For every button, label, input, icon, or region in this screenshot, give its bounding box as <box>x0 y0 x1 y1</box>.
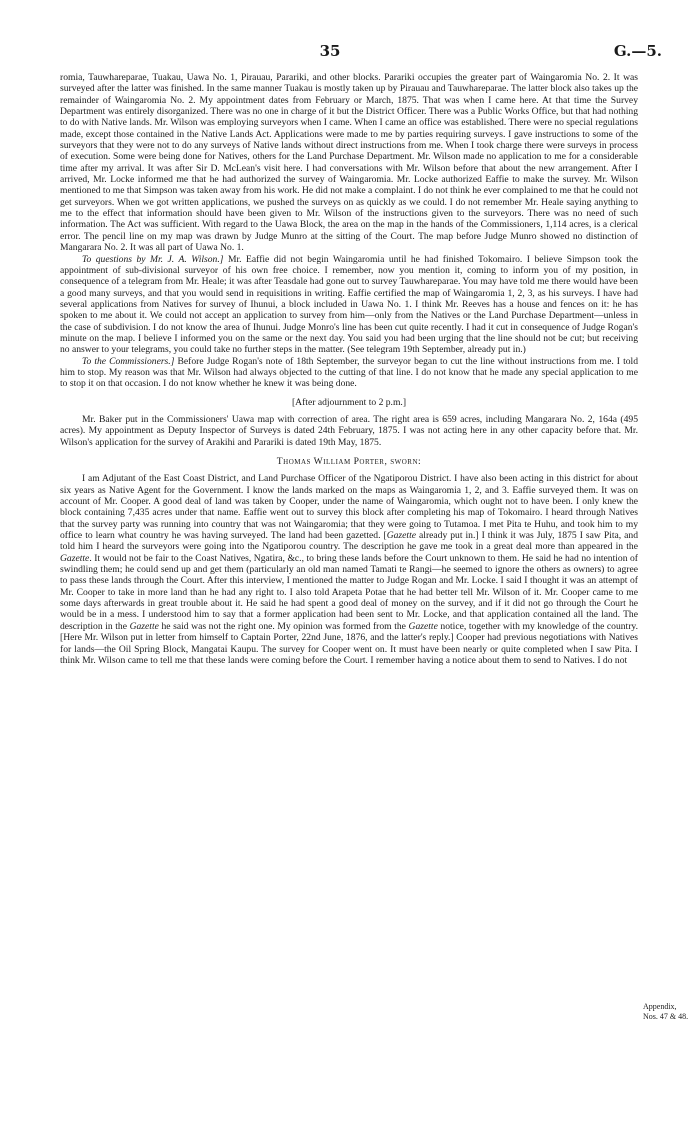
adjournment-note: [After adjournment to 2 p.m.] <box>291 396 407 408</box>
gazette-ref-1: Gazette <box>386 530 417 542</box>
questions-label: To questions by Mr. J. A. Wilson.] <box>82 253 224 265</box>
margin-note-line2: Nos. 47 & 48. <box>643 1012 689 1021</box>
margin-note <box>643 1002 699 1022</box>
porter-text-e: notice, together with my knowledge of the country. [Here Mr. Wilson put in letter from himself to Captain Porter, 22nd June, 1876, and the latter's reply.] Cooper had previous negotiations with Natives for lands—the Oil Spring Block, Mangatai Kaupu. The survey for Cooper went on. It must have been nearly or quite completed when I saw Pita. I think Mr. Wilson came to tell me that these lands were coming before the Court. I remember having a notice about them to send to Natives. I do not <box>60 620 638 666</box>
gazette-ref-2: Gazette <box>60 552 90 564</box>
page-number: 35 <box>319 42 341 60</box>
commissioners-text: Before Judge Rogan's note of 18th September, the surveyor began to cut the line without instructions from me. I told him to stop. My reason was that Mr. Wilson had always objected to the cutting of that line. I do not know that he made any special application to me to stop it on that occasion. I do not know whether he knew it was being done. <box>60 355 638 390</box>
porter-text-c: . It would not be fair to the Coast Natives, Ngatira, &c., to bring these lands before the Court unknown to them. He said he had no intention of swindling them; he could send up and get them (particularly an old man named Tamati te Rangi—he seemed to ignore the others as owners) to agree to pass these lands through the Court. After this interview, I mentioned the matter to Judge Rogan and Mr. Locke. I said I thought it was an attempt of Mr. Cooper to take in more land than he had any right to. I also told Arapeta Potae that he had better tell Mr. Wilson of it. Mr. Cooper came to me some days afterwards in great trouble about it. He said he had spent a good deal of money on the survey, and if it did not go through the Court he would be in a mess. I understood him to say that a former application had been sent to Mr. Locke, and that application contained all the land. The description in the <box>60 552 638 632</box>
paragraph-porter-testimony <box>60 473 638 666</box>
porter-text-d: he said was not the right one. My opinion was formed from the <box>158 620 409 632</box>
porter-text-a: I am Adjutant of the East Coast District, and Land Purchase Officer of the Ngatiporou District. I have also been acting in this district for about six years as Native Agent for the Government. I know the lands marked on the maps as Waingaromia 1, 2, and 3. Eaffie surveyed them. It was on account of Mr. Cooper. A good deal of land was taken by Cooper, under the name of Waingaromia, which ought not to have been. I only knew the block containing 7,435 acres under that name. Eaffie went out to survey this block after completing his map of Tokomairo. I heard through Natives that the survey party was running into country that was not Waingaromia; that they were going to Tutamoa. I met Pita te Huhu, and took him to my office to learn what country he was having surveyed. The land had been gazetted. [ <box>60 473 638 542</box>
questions-text: Mr. Eaffie did not begin Waingaromia until he had finished Tokomairo. I believe Simpson took the appointment of sub-divisional surveyor of his own free choice. I remember, now you mention it, coming to inform you of my position, in consequence of a telegram from Mr. Heale; it was after Teasdale had gone out to survey Tauwhareparae. You may have told me there would have been a good many surveys, and that you would send in requisitions in writing. Eaffie certified the map of Waingaromia 1, 2, 3, as his surveys. I have had several applications from Natives for survey of Ihunui, a block included in Uawa No. 1. I think Mr. Reeves has a house and fences on it: he has spoken to me about it. We could not accept an application to survey from him—only from the Natives or the Land Purchase Department—unless in the case of subdivision. I do not know the area of Ihunui. Judge Monro's line has been cut quite recently. I had it cut in consequence of Judge Rogan's minute on the map. I believe I informed you on the same or the next day. You said you had been urging that the line should not be cut; but receiving no answer to your telegrams, you could take no further steps in the matter. (See telegram 19th September, already put in.) <box>60 253 638 356</box>
gazette-ref-3: Gazette <box>129 620 159 632</box>
page-header <box>0 42 700 62</box>
witness-heading: Thomas William Porter, sworn: <box>276 456 422 467</box>
body-text <box>60 72 638 666</box>
porter-text-b: already put in.] I think it was July, 1875 I saw Pita, and told him I heard the surveyors were going into the Ngatiporou country. The description he gave me took in a great deal more than appeared in the <box>60 530 638 553</box>
margin-note-line1: Appendix, <box>643 1002 677 1011</box>
gazette-ref-4: Gazette <box>408 620 438 632</box>
paragraph-commissioners <box>60 356 638 390</box>
commissioners-label: To the Commissioners.] <box>82 355 175 367</box>
paragraph-continuation: romia, Tauwhareparae, Tuakau, Uawa No. 1, Pirauau, Parariki, and other blocks. Parariki occupies the greater part of Waingaromia No. 2. It was surveyed after the latter was finished. In the same manner Tuakau is mostly taken up by Pirauau and Tauwhareparae. The latter block also takes up the remainder of Waingaromia No. 2. My appointment dates from February or March, 1875. That was when I came here. At that time the Survey Department was entirely disorganized. There was no one in charge of it but the District Officer. There was a Public Works Office, but that had nothing to do with Native lands. Mr. Wilson was employing surveyors when I came. When I came an office was established. There were no special regulations made, except those contained in the Native Lands Act. Applications were made to me by parties requiring surveys. I gave instructions to some of the surveyors that they were not to do any surveys of Native lands without direct instructions from me. When I took charge there were surveys in process of execution. Some were being done for Natives, others for the Land Purchase Department. Mr. Wilson made no application to me for a considerable time after my arrival. It was after Sir D. McLean's visit here. I had conversations with Mr. Wilson before that about the new arrangement. After I arrived, Mr. Locke informed me that he had authorized the survey of Waingaromia. Mr. Locke authorized Eaffie to make the survey. Mr. Wilson mentioned to me that Simpson was taken away from his work. He did not make a complaint. I do not think he ever complained to me that he could not get surveyors. When we got written applications, we pushed the surveys on as quickly as we could. I do not remember Mr. Heale saying anything to me to the effect that information should have been given to Mr. Wilson of the instructions given to the surveyors. There was no need of such information. The Act was sufficient. With regard to the Uawa Block, the area on the map in the hands of the Commissioners, 1,114 acres, is a clerical error. The pencil line on my map was drawn by Judge Munro at the sitting of the Court. The map before Judge Munro showed no distinction of Mangarara No. 2. It was all part of Uawa No. 1. <box>60 72 638 254</box>
paragraph-questions-wilson <box>60 254 638 356</box>
section-code: G.—5. <box>613 42 662 60</box>
paragraph-baker: Mr. Baker put in the Commissioners' Uawa map with correction of area. The right area is 659 acres, including Mangarara No. 2, 164a (495 acres). My appointment as Deputy Inspector of Surveys is dated 24th February, 1875. I was not acting here in any other capacity before that. Mr. Wilson's application for the survey of Arakihi and Parariki is dated 19th May, 1875. <box>60 413 638 448</box>
